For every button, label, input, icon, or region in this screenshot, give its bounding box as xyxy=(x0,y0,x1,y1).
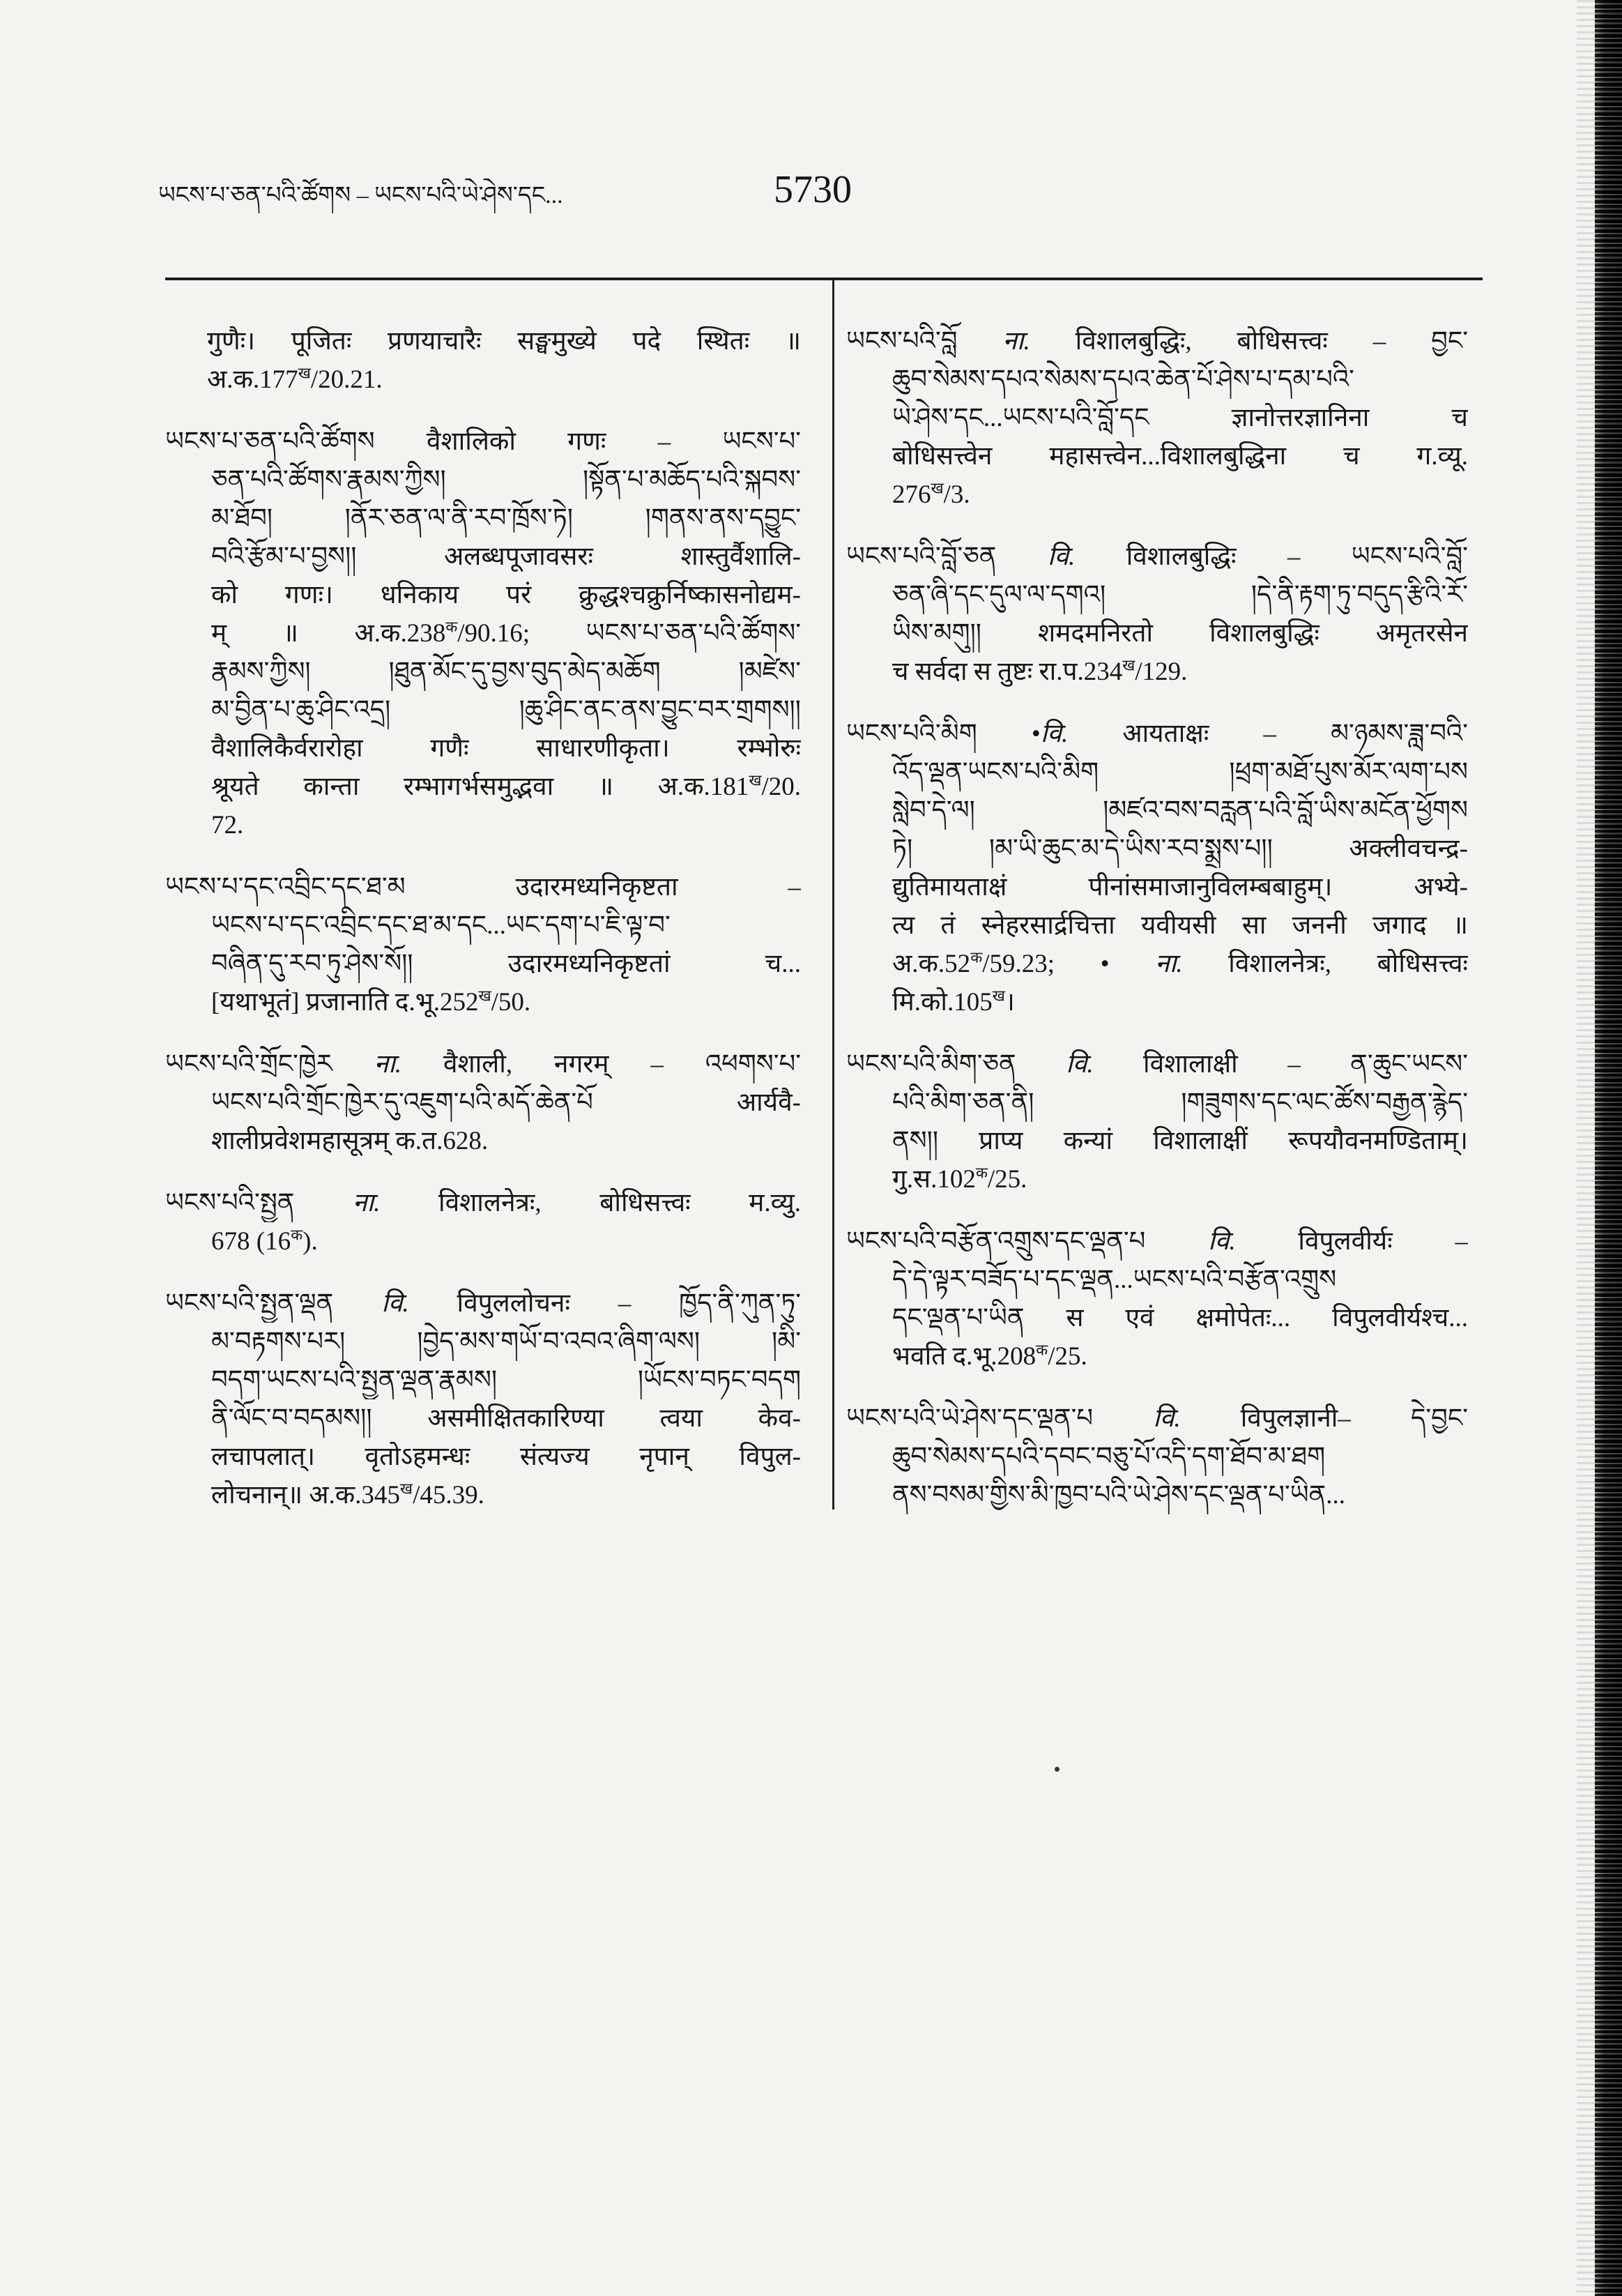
entry-text: མ་ཐོབ། །ནོར་ཅན་ལ་ནི་རབ་ཁྲོས་ཏེ། །གནས་ནས་དབྱུང་ xyxy=(211,504,801,533)
entry-text: 72. xyxy=(211,811,244,839)
entry-text: भवति द.भू.208 xyxy=(892,1342,1036,1371)
headword: ཡངས་པའི་བློ xyxy=(846,327,958,356)
entry-line xyxy=(846,1160,1468,1199)
entry-line xyxy=(165,499,801,538)
entry-line xyxy=(846,983,1468,1021)
entry-line xyxy=(165,691,801,729)
entry-first-line xyxy=(165,423,801,461)
superscript-marker: ख xyxy=(298,364,311,382)
entry-text: ཡངས་པའི་གྲོང་ཁྱེར་དུ་འཇུག་པའི་མདོ་ཆེན་པོ आर्यवै- xyxy=(211,1088,801,1117)
entry-text: विपुलवीर्यः – xyxy=(1235,1227,1468,1256)
entry-line xyxy=(165,768,801,806)
headword: ཡངས་པའི་སྤྱན xyxy=(165,1189,295,1217)
entry-line xyxy=(846,791,1468,830)
entry-line xyxy=(846,399,1468,437)
entry-text: गु.स.102 xyxy=(892,1165,976,1194)
entry-text: लचापलात्। वृतोऽहमन्धः संत्यज्य नृपान् विपुल- xyxy=(211,1443,801,1471)
entry-text: /90.16; ཡངས་པ་ཅན་པའི་ཚོགས་ xyxy=(457,619,801,648)
entry-line xyxy=(846,868,1468,906)
entry-text: བདག་ཡངས་པའི་སྤྱན་ལྡན་རྣམས། །ཡོངས་བཏང་བདག xyxy=(211,1366,801,1394)
entry-line xyxy=(846,614,1468,653)
superscript-marker: क xyxy=(975,1164,988,1182)
entry-text xyxy=(294,1189,353,1217)
entry-text: अ.क.177 xyxy=(207,365,298,394)
headword: ཡངས་པའི་སྤྱན་ལྡན xyxy=(165,1289,334,1318)
superscript-marker: ख xyxy=(931,479,944,497)
superscript-marker: ख xyxy=(1122,656,1135,674)
grammar-label: ना. xyxy=(1155,950,1183,978)
dictionary-entry xyxy=(165,1045,801,1160)
grammar-label: वि. xyxy=(1153,1404,1181,1433)
entry-text: बोधिसत्त्वेन महासत्त्वेन...विशालबुद्धिना च ग.व्यू. xyxy=(892,442,1468,471)
entry-text: རྣམས་ཀྱིས། །ཐུན་མོང་དུ་བྱས་བུད་མེད་མཆོག །མཛེས་ xyxy=(211,657,801,686)
headword: ཡངས་པ་ཅན་པའི་ཚོགས xyxy=(165,427,375,456)
entry-line xyxy=(165,614,801,653)
entry-line xyxy=(165,538,801,576)
right-column xyxy=(846,322,1468,1514)
left-column xyxy=(165,322,801,1514)
dictionary-entry xyxy=(846,1045,1468,1199)
entry-first-line xyxy=(846,1399,1468,1438)
entry-line xyxy=(846,906,1468,945)
entry-text: विशालनेत्रः, बोधिसत्त्वः xyxy=(1182,950,1468,978)
entry-first-line xyxy=(165,1284,801,1323)
entry-first-line xyxy=(846,322,1468,360)
entry-first-line xyxy=(846,538,1468,576)
entry-text: སླེབ་དེ་ལ། །མཛའ་བས་བརླན་པའི་བློ་ཡིས་མངོན་ཕྱོགས xyxy=(892,796,1468,825)
entry-text: /45.39. xyxy=(413,1481,484,1510)
entry-line xyxy=(165,1122,801,1160)
dictionary-entry xyxy=(846,1399,1468,1514)
entry-text: शालीप्रवेशमहासूत्रम् क.त.628. xyxy=(211,1127,489,1155)
entry-text: /20.21. xyxy=(310,365,383,394)
entry-text: ཅན་པའི་ཚོགས་རྣམས་ཀྱིས། །སྟོན་པ་མཆོད་པའི་སྐབས་ xyxy=(211,466,801,494)
superscript-marker: ख xyxy=(478,987,491,1005)
entry-text: विशालाक्षी – ན་ཆུང་ཡངས་ xyxy=(1093,1050,1468,1079)
entry-text: ཆུབ་སེམས་དཔའ་སེམས་དཔའ་ཆེན་པོ་ཤེས་པ་དམ་པའི་ xyxy=(892,365,1354,394)
column-divider xyxy=(832,279,834,1510)
entry-first-line xyxy=(165,868,801,906)
superscript-marker: क xyxy=(1036,1341,1048,1359)
entry-text: त्य तं स्नेहरसार्द्रचित्ता यवीयसी सा जननी जगाद ॥ xyxy=(892,911,1468,940)
entry-text: པའི་མིག་ཅན་ནི། །གཟུགས་དང་ལང་ཚོས་བརྒྱན་རྙེད་ xyxy=(892,1088,1468,1117)
grammar-label: वि. xyxy=(1047,542,1076,571)
entry-text: /25. xyxy=(987,1165,1027,1194)
entry-text: 678 (16 xyxy=(211,1227,291,1256)
headword: ཡངས་པའི་བརྩོན་འགྲུས་དང་ལྡན་པ xyxy=(846,1227,1146,1256)
grammar-label: वि. xyxy=(1208,1227,1236,1256)
entry-text: ནས་བསམ་གྱིས་མི་ཁྱབ་པའི་ཡེ་ཤེས་དང་ལྡན་པ་ཡིན... xyxy=(892,1481,1345,1510)
entry-line xyxy=(165,1222,801,1261)
entry-text: མ་བརྟགས་པར། །བྱེད་མས་གཡོ་བ་འབའ་ཞིག་ལས། །མི་ xyxy=(211,1328,801,1356)
dictionary-entry xyxy=(165,1284,801,1514)
entry-line xyxy=(165,576,801,614)
entry-text: विपुलज्ञानी– དེ་བྱང་ xyxy=(1180,1404,1468,1433)
entry-text: म् ॥ अ.क.238 xyxy=(211,619,446,648)
superscript-marker: क xyxy=(291,1226,303,1244)
grammar-label: ना. xyxy=(1002,327,1030,356)
entry-text xyxy=(996,542,1047,571)
entry-line xyxy=(165,322,801,360)
entry-line xyxy=(165,1438,801,1476)
grammar-label: ना. xyxy=(374,1050,402,1079)
entry-text xyxy=(1093,1404,1153,1433)
entry-line xyxy=(165,945,801,983)
scan-edge xyxy=(1595,0,1622,2296)
entry-text: वैशालिको गणः – ཡངས་པ་ xyxy=(374,427,801,456)
grammar-label: वि. xyxy=(1040,720,1069,748)
entry-line xyxy=(846,1084,1468,1122)
entry-text: वैशालिकैर्वरारोहा गणैः साधारणीकृता। रम्भोरुः xyxy=(211,734,801,763)
entry-text: /59.23; • xyxy=(982,950,1156,978)
entry-text xyxy=(1016,1050,1066,1079)
entry-text: དེ་དེ་ལྟར་བཟོད་པ་དང་ལྡན...ཡངས་པའི་བརྩོན་འགྲུས xyxy=(892,1265,1337,1294)
entry-text: अ.क.52 xyxy=(892,950,971,978)
entry-line xyxy=(846,1337,1468,1376)
scan-edge-shadow xyxy=(1577,0,1595,2296)
entry-first-line xyxy=(846,1045,1468,1084)
entry-line xyxy=(846,1122,1468,1160)
dictionary-entry xyxy=(846,538,1468,691)
entry-text: विशालबुद्धिः – ཡངས་པའི་བློ་ xyxy=(1075,542,1468,571)
entry-text: वैशाली, नगरम् – འཕགས་པ་ xyxy=(401,1050,801,1079)
entry-line xyxy=(165,1361,801,1399)
grammar-label: वि. xyxy=(1066,1050,1094,1079)
entry-text: ནི་ལོང་བ་བདམས།། असमीक्षितकारिण्या त्वया केव- xyxy=(211,1404,801,1433)
superscript-marker: क xyxy=(970,948,983,966)
entry-line xyxy=(846,576,1468,614)
page-number: 5730 xyxy=(774,168,852,211)
entry-first-line xyxy=(846,1222,1468,1261)
entry-text: आयताक्षः – མ་ཉམས་ཟླ་བའི་ xyxy=(1068,720,1468,748)
entry-text: विपुललोचनः – ཁྱོད་ནི་ཀུན་ཏུ་ xyxy=(408,1289,801,1318)
entry-line xyxy=(165,1399,801,1438)
entry-text: /129. xyxy=(1135,657,1188,686)
entry-text xyxy=(332,1050,374,1079)
entry-text: ཡངས་པ་དང་འབྲིང་དང་ཐ་མ་དང...ཡང་དག་པ་ཇི་ལྟ་བ་ xyxy=(211,911,671,940)
header-rule xyxy=(165,278,1483,280)
entry-text: उदारमध्यनिकृष्टता – xyxy=(405,873,801,902)
entry-text: च सर्वदा स तुष्टः रा.प.234 xyxy=(892,657,1123,686)
entry-text: • xyxy=(977,720,1041,748)
entry-line xyxy=(846,360,1468,399)
entry-text: བཞིན་དུ་རབ་ཏུ་ཤེས་སོ།། उदारमध्यनिकृष्टतां च... xyxy=(211,950,801,978)
entry-text xyxy=(1145,1227,1208,1256)
entry-line xyxy=(846,653,1468,691)
dictionary-entry xyxy=(846,322,1468,514)
superscript-marker: ख xyxy=(992,987,1005,1005)
entry-line xyxy=(846,945,1468,983)
entry-text: [यथाभूतं] प्रजानाति द.भू.252 xyxy=(211,988,479,1017)
headword: ཡངས་པའི་གྲོང་ཁྱེར xyxy=(165,1050,332,1079)
entry-first-line xyxy=(846,715,1468,753)
entry-line xyxy=(165,653,801,691)
entry-text: མ་བྱིན་པ་ཆུ་ཤིང་འདྲ། །ཆུ་ཤིང་ནང་ནས་བྱུང་བར་གྲགས།། xyxy=(211,696,801,724)
grammar-label: ना. xyxy=(353,1189,381,1217)
dictionary-entry xyxy=(846,715,1468,1021)
grammar-label: वि. xyxy=(381,1289,409,1318)
entry-line xyxy=(165,461,801,499)
entry-line xyxy=(165,906,801,945)
entry-first-line xyxy=(165,1045,801,1084)
entry-text: /3. xyxy=(943,480,970,509)
entry-text: को गणः। धनिकाय परं क्रुद्धश्चक्रुर्निष्कासनोद्यम- xyxy=(211,581,801,609)
entry-line xyxy=(165,1476,801,1514)
entry-line xyxy=(846,1299,1468,1337)
entry-line xyxy=(846,1476,1468,1514)
entry-text: བའི་རྩོམ་པ་བྱས།། अलब्धपूजावसरः शास्तुर्वैशालि- xyxy=(211,542,801,571)
entry-text: 276 xyxy=(892,480,931,509)
entry-text: मि.को.105 xyxy=(892,988,993,1017)
headword: ཡངས་པའི་མིག xyxy=(846,720,977,748)
entry-text: श्रूयते कान्ता रम्भागर्भसमुद्भवा ॥ अ.क.181 xyxy=(211,773,749,801)
entry-line xyxy=(846,1261,1468,1299)
entry-line xyxy=(846,753,1468,791)
dictionary-entry xyxy=(165,322,801,399)
entry-text: द्युतिमायताक्षं पीनांसमाजानुविलम्बबाहुम्। अभ्ये- xyxy=(892,873,1468,902)
entry-line xyxy=(165,360,801,399)
entry-text xyxy=(957,327,1002,356)
entry-text: ཅན་ཞི་དང་དུལ་ལ་དགའ། །དེ་ནི་རྟག་ཏུ་བདུད་རྩིའི་རོ་ xyxy=(892,581,1468,609)
entry-line xyxy=(165,806,801,844)
entry-text: ཡེ་ཤེས་དང...ཡངས་པའི་བློ་དང ज्ञानोत्तरज्ञानिना च xyxy=(892,404,1468,432)
dictionary-entry xyxy=(165,1184,801,1261)
superscript-marker: क xyxy=(445,618,458,636)
entry-text: /50. xyxy=(491,988,531,1017)
entry-text: गुणैः। पूजितः प्रणयाचारैः सङ्घमुख्ये पदे स्थितः ॥ xyxy=(207,327,801,356)
entry-line xyxy=(846,1438,1468,1476)
entry-line xyxy=(165,729,801,768)
entry-text: ནས།། प्राप्य कन्यां विशालाक्षीं रूपयौवनमण्डिताम्। xyxy=(892,1127,1468,1155)
headword: ཡངས་པའི་བློ་ཅན xyxy=(846,542,997,571)
entry-line xyxy=(846,830,1468,868)
dictionary-entry xyxy=(165,868,801,1021)
headword: ཡངས་པའི་མིག་ཅན xyxy=(846,1050,1016,1079)
entry-text: ཡིས་མགུ།། शमदमनिरतो विशालबुद्धिः अमृतरसेन xyxy=(892,619,1468,648)
entry-text: । xyxy=(1004,988,1015,1017)
entry-text: विशालबुद्धिः, बोधिसत्त्वः – བྱང་ xyxy=(1030,327,1468,356)
dictionary-entry xyxy=(165,423,801,844)
superscript-marker: ख xyxy=(399,1480,413,1498)
entry-text: विशालनेत्रः, बोधिसत्त्वः म.व्यु. xyxy=(380,1189,801,1217)
entry-line xyxy=(846,476,1468,514)
superscript-marker: ख xyxy=(749,771,762,789)
headword: ཡངས་པའི་ཡེ་ཤེས་དང་ལྡན་པ xyxy=(846,1404,1094,1433)
scan-speck xyxy=(1055,1767,1059,1772)
headword: ཡངས་པ་དང་འབྲིང་དང་ཐ་མ xyxy=(165,873,406,902)
entry-text: འོད་ལྡན་ཡངས་པའི་མིག །ཕྲག་མཐོ་པུས་མོར་ལག་པས xyxy=(892,758,1468,786)
entry-first-line xyxy=(165,1184,801,1222)
entry-text: དང་ལྡན་པ་ཡིན स एवं क्षमोपेतः... विपुलवीर्यश्च... xyxy=(892,1304,1468,1332)
entry-line xyxy=(165,1323,801,1361)
entry-line xyxy=(165,983,801,1021)
entry-text: ཆུབ་སེམས་དཔའི་དབང་བཅུ་པོ་འདི་དག་ཐོབ་མ་ཐག xyxy=(892,1443,1326,1471)
entry-text: /25. xyxy=(1048,1342,1087,1371)
dictionary-entry xyxy=(846,1222,1468,1376)
entry-text xyxy=(333,1289,381,1318)
entry-text: /20. xyxy=(761,773,801,801)
entry-line xyxy=(165,1084,801,1122)
running-title: ཡངས་པ་ཅན་པའི་ཚོགས – ཡངས་པའི་ཡེ་ཤེས་དང... xyxy=(158,183,563,208)
entry-text: ཏེ། །མ་ཡི་ཆུང་མ་དེ་ཡིས་རབ་སྨྲས་པ།། अक्लीवचन्द्र- xyxy=(892,835,1468,863)
entry-text: लोचनान्॥ अ.क.345 xyxy=(211,1481,400,1510)
entry-text: ). xyxy=(303,1227,318,1256)
entry-line xyxy=(846,437,1468,476)
